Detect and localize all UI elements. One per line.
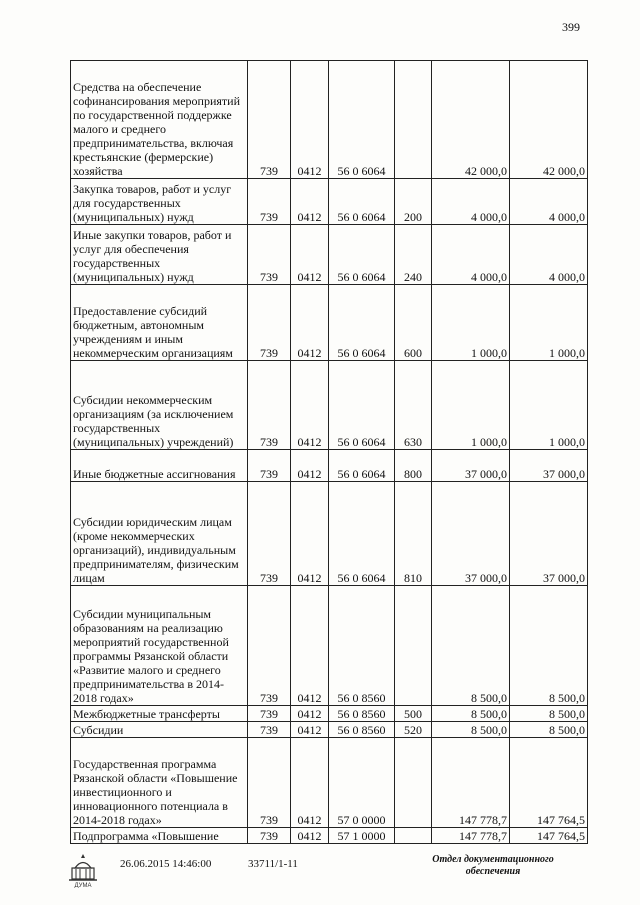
- row-code: 739: [248, 706, 291, 722]
- row-section: 0412: [291, 179, 329, 225]
- row-type: [395, 828, 432, 844]
- row-amount-1: 1 000,0: [432, 361, 510, 450]
- row-amount-2: 8 500,0: [510, 586, 588, 706]
- row-name: Иные бюджетные ассигнования: [71, 450, 248, 482]
- page-number: 399: [562, 20, 580, 34]
- row-amount-1: 8 500,0: [432, 706, 510, 722]
- row-section: 0412: [291, 285, 329, 361]
- row-amount-1: 147 778,7: [432, 828, 510, 844]
- row-type: 520: [395, 722, 432, 738]
- row-amount-2: 42 000,0: [510, 61, 588, 179]
- row-amount-1: 37 000,0: [432, 450, 510, 482]
- row-amount-2: 147 764,5: [510, 738, 588, 828]
- row-name: Иные закупки товаров, работ и услуг для обеспечения государственных (муниципальных) нужд: [71, 225, 248, 285]
- row-section: 0412: [291, 225, 329, 285]
- row-code: 739: [248, 225, 291, 285]
- row-code: 739: [248, 285, 291, 361]
- row-type: 500: [395, 706, 432, 722]
- row-name: Подпрограмма «Повышение: [71, 828, 248, 844]
- row-type: 600: [395, 285, 432, 361]
- row-type: [395, 586, 432, 706]
- row-article: 56 0 6064: [329, 179, 395, 225]
- row-article: 56 0 6064: [329, 361, 395, 450]
- duma-logo-icon: [66, 852, 100, 888]
- row-code: 739: [248, 482, 291, 586]
- footer-doc-code: 33711/1-11: [248, 858, 298, 870]
- row-article: 56 0 6064: [329, 285, 395, 361]
- row-name: Закупка товаров, работ и услуг для государственных (муниципальных) нужд: [71, 179, 248, 225]
- row-amount-2: 4 000,0: [510, 179, 588, 225]
- row-article: 56 0 8560: [329, 706, 395, 722]
- row-section: 0412: [291, 450, 329, 482]
- table-row: [71, 586, 588, 706]
- table-row: [71, 179, 588, 225]
- row-section: 0412: [291, 706, 329, 722]
- row-article: 56 0 6064: [329, 225, 395, 285]
- table-row: [71, 482, 588, 586]
- table-row: [71, 828, 588, 844]
- row-section: 0412: [291, 482, 329, 586]
- row-amount-2: 37 000,0: [510, 450, 588, 482]
- row-amount-1: 4 000,0: [432, 179, 510, 225]
- budget-table: [70, 60, 588, 844]
- svg-text:ДУМА: ДУМА: [74, 883, 92, 888]
- row-type: 240: [395, 225, 432, 285]
- row-type: 200: [395, 179, 432, 225]
- row-section: 0412: [291, 61, 329, 179]
- row-type: 800: [395, 450, 432, 482]
- row-section: 0412: [291, 828, 329, 844]
- row-article: 56 0 8560: [329, 722, 395, 738]
- row-code: 739: [248, 179, 291, 225]
- row-type: [395, 61, 432, 179]
- row-code: 739: [248, 61, 291, 179]
- table-row: [71, 61, 588, 179]
- row-amount-1: 8 500,0: [432, 722, 510, 738]
- row-amount-1: 42 000,0: [432, 61, 510, 179]
- row-amount-1: 37 000,0: [432, 482, 510, 586]
- row-name: Субсидии юридическим лицам (кроме некоммерческих организаций), индивидуальным предпринимателям, физическим лицам: [71, 482, 248, 586]
- row-name: Субсидии: [71, 722, 248, 738]
- table-row: [71, 285, 588, 361]
- footer-department: Отдел документационного обеспечения: [432, 854, 554, 877]
- row-type: [395, 738, 432, 828]
- row-name: Субсидии муниципальным образованиям на реализацию мероприятий государственной программы Рязанской области «Развитие малого и среднего предпринимательства в 2014-2018 годах»: [71, 586, 248, 706]
- row-article: 56 0 6064: [329, 450, 395, 482]
- row-name: Предоставление субсидий бюджетным, автономным учреждениям и иным некоммерческим организациям: [71, 285, 248, 361]
- row-article: 56 0 8560: [329, 586, 395, 706]
- row-name: Межбюджетные трансферты: [71, 706, 248, 722]
- row-section: 0412: [291, 586, 329, 706]
- row-code: 739: [248, 828, 291, 844]
- row-type: 810: [395, 482, 432, 586]
- row-article: 57 1 0000: [329, 828, 395, 844]
- row-amount-1: 4 000,0: [432, 225, 510, 285]
- row-section: 0412: [291, 722, 329, 738]
- table-row: [71, 722, 588, 738]
- row-section: 0412: [291, 738, 329, 828]
- row-article: 56 0 6064: [329, 61, 395, 179]
- row-article: 56 0 6064: [329, 482, 395, 586]
- page-footer: [0, 852, 640, 902]
- table-row: [71, 361, 588, 450]
- row-code: 739: [248, 586, 291, 706]
- row-section: 0412: [291, 361, 329, 450]
- row-code: 739: [248, 450, 291, 482]
- table-row: [71, 450, 588, 482]
- row-amount-2: 1 000,0: [510, 285, 588, 361]
- footer-timestamp: 26.06.2015 14:46:00: [120, 858, 212, 870]
- row-amount-1: 8 500,0: [432, 586, 510, 706]
- row-code: 739: [248, 722, 291, 738]
- row-amount-2: 8 500,0: [510, 722, 588, 738]
- row-name: Государственная программа Рязанской области «Повышение инвестиционного и инновационного потенциала в 2014-2018 годах»: [71, 738, 248, 828]
- row-amount-2: 147 764,5: [510, 828, 588, 844]
- row-amount-2: 4 000,0: [510, 225, 588, 285]
- row-amount-1: 1 000,0: [432, 285, 510, 361]
- row-type: 630: [395, 361, 432, 450]
- row-amount-2: 8 500,0: [510, 706, 588, 722]
- row-name: Средства на обеспечение софинансирования мероприятий по государственной поддержке малого и среднего предпринимательства, включая крестьянские (фермерские) хозяйства: [71, 61, 248, 179]
- row-amount-1: 147 778,7: [432, 738, 510, 828]
- row-code: 739: [248, 738, 291, 828]
- table-row: [71, 225, 588, 285]
- table-row: [71, 706, 588, 722]
- row-name: Субсидии некоммерческим организациям (за исключением государственных (муниципальных) учреждений): [71, 361, 248, 450]
- row-amount-2: 37 000,0: [510, 482, 588, 586]
- row-amount-2: 1 000,0: [510, 361, 588, 450]
- table-row: [71, 738, 588, 828]
- row-article: 57 0 0000: [329, 738, 395, 828]
- row-code: 739: [248, 361, 291, 450]
